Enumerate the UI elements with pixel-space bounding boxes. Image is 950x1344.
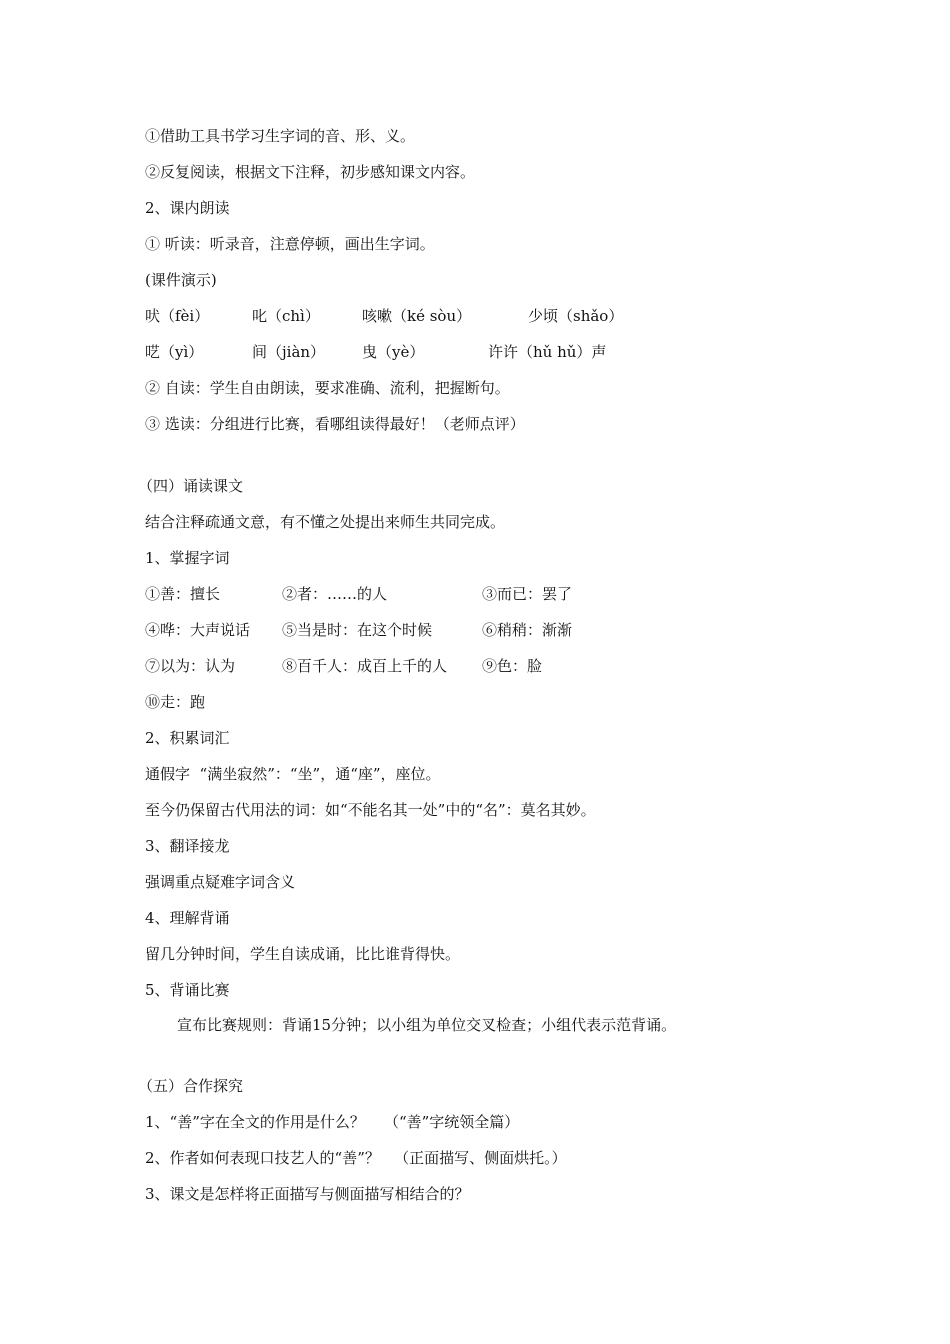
vocab-item: ⑧百千人：成百上千的人 — [282, 657, 448, 675]
pinyin-item: 许许（hǔ hǔ）声 — [488, 343, 607, 361]
text-line: ① 听读：听录音，注意停顿，画出生字词。 — [145, 235, 435, 253]
pinyin-item: 咳嗽（ké sòu） — [362, 307, 472, 325]
section-heading: 3、翻译接龙 — [145, 837, 230, 855]
pinyin-item: 叱（chì） — [252, 307, 320, 325]
vocab-item: ⑩走：跑 — [145, 693, 206, 711]
pinyin-item: 间（jiàn） — [252, 343, 326, 361]
section-heading: （五）合作探究 — [138, 1077, 244, 1095]
text-line: ② 自读：学生自由朗读，要求准确、流利，把握断句。 — [145, 379, 510, 397]
text-line: 至今仍保留古代用法的词：如“不能名其一处”中的“名”：莫名其妙。 — [145, 801, 596, 819]
vocab-item: ③而已：罢了 — [482, 585, 573, 603]
pinyin-item: 呓（yì） — [145, 343, 204, 361]
vocab-item: ⑥稍稍：渐渐 — [482, 621, 573, 639]
text-line: ①借助工具书学习生字词的音、形、义。 — [145, 127, 416, 145]
pinyin-item: 吠（fèi） — [145, 307, 210, 325]
text-line: 3、课文是怎样将正面描写与侧面描写相结合的？ — [145, 1185, 470, 1203]
text-line: 强调重点疑难字词含义 — [145, 873, 296, 891]
vocab-item: ①善：擅长 — [145, 585, 221, 603]
section-heading: 5、背诵比赛 — [145, 981, 230, 999]
text-line: 通假字 “满坐寂然”：“坐”，通“座”，座位。 — [145, 765, 441, 783]
section-heading: 1、掌握字词 — [145, 549, 230, 567]
pinyin-item: 少顷（shǎo） — [528, 307, 624, 325]
vocab-item: ②者：……的人 — [282, 585, 388, 603]
text-line: 留几分钟时间，学生自读成诵，比比谁背得快。 — [145, 945, 461, 963]
text-line: 结合注释疏通文意，有不懂之处提出来师生共同完成。 — [145, 513, 506, 531]
vocab-item: ④哗：大声说话 — [145, 621, 251, 639]
section-heading: 2、积累词汇 — [145, 729, 230, 747]
section-heading: （四）诵读课文 — [138, 477, 244, 495]
section-heading: 2、课内朗读 — [145, 199, 230, 217]
text-line: ③ 选读：分组进行比赛，看哪组读得最好！（老师点评） — [145, 415, 525, 433]
text-line: 2、作者如何表现口技艺人的“善”？ （正面描写、侧面烘托。） — [145, 1149, 567, 1167]
pinyin-item: 曳（yè） — [362, 343, 425, 361]
text-line: 1、“善”字在全文的作用是什么？ （“善”字统领全篇） — [145, 1113, 520, 1131]
text-line: ②反复阅读，根据文下注释，初步感知课文内容。 — [145, 163, 476, 181]
vocab-item: ⑤当是时：在这个时候 — [282, 621, 433, 639]
text-line: (课件演示) — [145, 271, 217, 289]
section-heading: 4、理解背诵 — [145, 909, 230, 927]
vocab-item: ⑦以为：认为 — [145, 657, 236, 675]
vocab-item: ⑨色：脸 — [482, 657, 543, 675]
text-line: 宣布比赛规则：背诵15分钟；以小组为单位交叉检查；小组代表示范背诵。 — [177, 1016, 677, 1034]
